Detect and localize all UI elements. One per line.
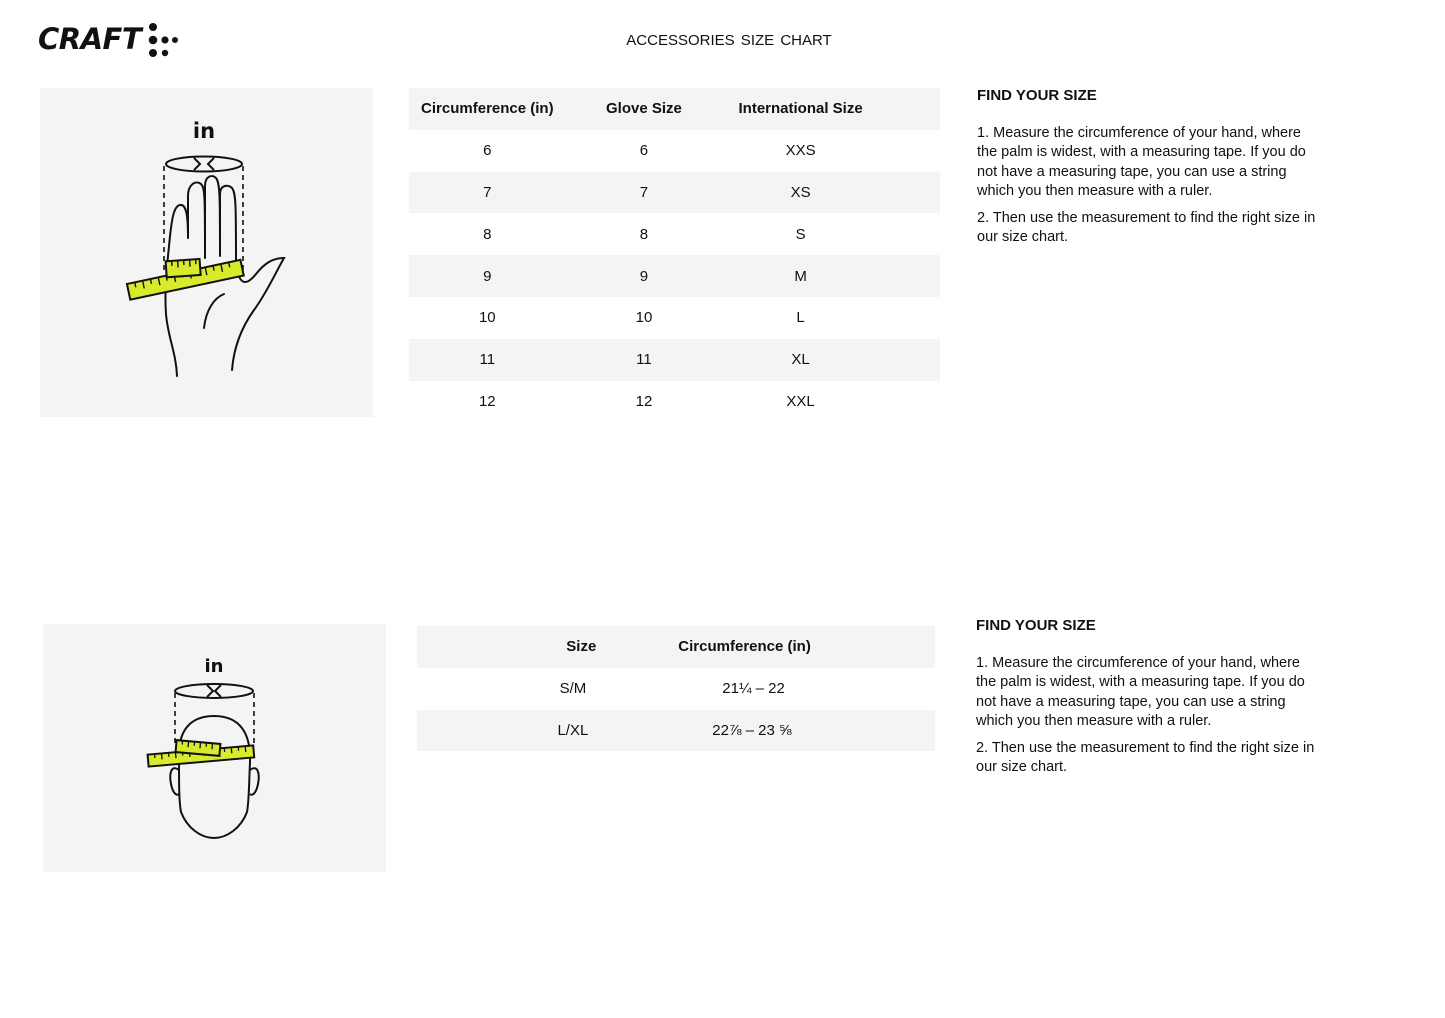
- page-title: ACCESSORIES SIZE CHART: [626, 32, 832, 49]
- international-size-cell: XXS: [785, 142, 816, 160]
- column-header-international-size: International Size: [738, 100, 863, 118]
- instruction-step-2: 2. Then use the measurement to find the right size in our size chart.: [976, 739, 1315, 775]
- column-header-glove-size: Glove Size: [606, 100, 682, 118]
- circumference-cell: 8: [483, 225, 492, 243]
- table-row: [409, 255, 940, 297]
- head-instructions: [976, 616, 1321, 785]
- glove-size-cell: 10: [635, 309, 653, 327]
- unit-label: in: [204, 656, 224, 677]
- circumference-cell: 22⅞ – 23 ⅝: [712, 721, 792, 739]
- table-row: [409, 297, 940, 339]
- instruction-step-1: 1. Measure the circumference of your hand, where the palm is widest, with a measuring tape. If you do not have a measuring tape, you can use a string which you then measure with a ruler.: [976, 654, 1305, 729]
- circumference-cell: 7: [483, 183, 492, 201]
- table-row: [417, 710, 935, 752]
- international-size-cell: M: [794, 267, 807, 285]
- size-cell: L/XL: [557, 721, 589, 739]
- circumference-cell: 21¼ – 22: [722, 680, 785, 698]
- international-size-cell: S: [795, 225, 806, 243]
- head-measure-icon: [43, 624, 386, 872]
- table-row: [409, 339, 940, 381]
- size-cell: S/M: [559, 680, 587, 698]
- instruction-step-2: 2. Then use the measurement to find the right size in our size chart.: [977, 209, 1316, 245]
- glove-size-cell: 7: [639, 183, 649, 201]
- column-header-size: Size: [566, 638, 597, 656]
- brand-name: CRAFT: [38, 22, 142, 56]
- international-size-cell: XS: [790, 183, 811, 201]
- column-header-circumference: Circumference (in): [678, 638, 811, 656]
- table-row: [409, 381, 940, 423]
- table-row: [417, 668, 935, 710]
- glove-size-table: [409, 88, 940, 422]
- glove-size-cell: 9: [639, 267, 649, 285]
- international-size-cell: L: [796, 309, 805, 327]
- instructions-heading: FIND YOUR SIZE: [976, 617, 1096, 634]
- circumference-cell: 9: [483, 267, 492, 285]
- head-measurement-illustration: [43, 624, 386, 872]
- glove-instructions: [977, 86, 1322, 255]
- circumference-cell: 6: [483, 142, 492, 160]
- table-row: [409, 213, 940, 255]
- international-size-cell: XL: [791, 351, 810, 369]
- glove-size-cell: 12: [635, 392, 653, 410]
- hand-measurement-illustration: [40, 88, 373, 417]
- circumference-cell: 12: [478, 392, 496, 410]
- circumference-cell: 11: [479, 351, 496, 369]
- table-header-row: [417, 626, 935, 668]
- table-row: [409, 172, 940, 214]
- unit-label: in: [192, 119, 216, 143]
- circumference-cell: 10: [478, 309, 496, 327]
- instruction-step-1: 1. Measure the circumference of your hand, where the palm is widest, with a measuring tape. If you do not have a measuring tape, you can use a string which you then measure with a ruler.: [977, 124, 1306, 199]
- international-size-cell: XXL: [786, 392, 815, 410]
- column-header-circumference: Circumference (in): [421, 100, 554, 118]
- glove-size-cell: 8: [639, 225, 649, 243]
- hand-measure-icon: [40, 88, 373, 417]
- glove-size-cell: 11: [636, 351, 652, 369]
- glove-size-cell: 6: [639, 142, 649, 160]
- table-row: [409, 130, 940, 172]
- table-header-row: [409, 88, 940, 130]
- head-size-table: [417, 626, 935, 751]
- instructions-heading: FIND YOUR SIZE: [977, 87, 1097, 104]
